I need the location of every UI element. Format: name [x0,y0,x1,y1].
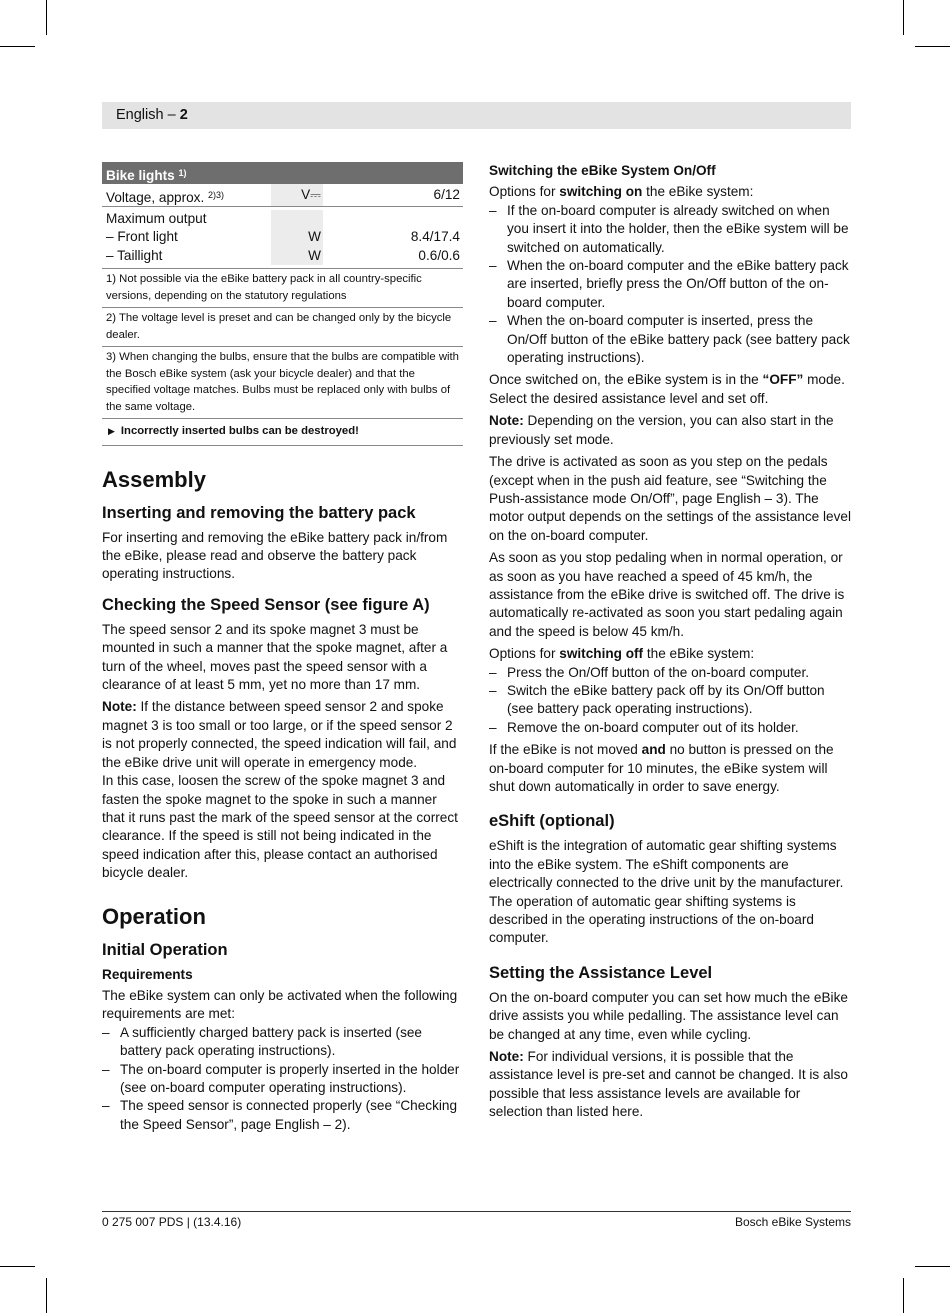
bike-lights-table [102,162,463,446]
speed-sensor-heading: Checking the Speed Sensor (see figure A) [102,595,430,614]
page-number: 2 [179,107,188,123]
crop-mark [915,46,950,47]
speed-sensor-note: Note: If the distance between speed sensor 2 and spoke magnet 3 is too small or too large, or if the speed sensor 2 is not properly connected, the speed indication will fail, and the eBike drive unit will operate in emergency mode. [102,699,457,770]
assembly-title: Assembly [102,466,206,492]
crop-mark [46,0,47,35]
triangle-right-icon: ▶ [108,426,115,437]
crop-mark [915,1266,950,1267]
list-item: – If the on-board computer is already switched on when you insert it into the holder, then the eBike system will be switched on automatically. [489,202,851,257]
table-title: Bike lights $^{1)}$ [102,162,463,184]
requirements-list [102,1024,463,1134]
crop-mark [903,1278,904,1313]
drive-text: The drive is activated as soon as you step on the pedals (except when in the push aid feature, see “Switching the Push-assistance mode On/Off”, page English – 3). The motor output depends on the settings of the assistance level on the on-board computer. [489,454,851,543]
assistance-note: Note: For individual versions, it is possible that the assistance level is pre-set and cannot be changed. It is also possible that less assistance levels are available for selection than listed here. [489,1049,848,1120]
page-header [102,102,851,129]
footnote-3: 3) When changing the bulbs, ensure that the bulbs are compatible with the Bosch eBike system (ask your bicycle dealer) and that the specified voltage matches. Bulbs must be replaced only with bulbs of the same voltage. [102,347,463,419]
footer-doc-id: 0 275 007 PDS | (13.4.16) [102,1215,242,1229]
list-item: – The on-board computer is properly inserted in the holder (see on-board computer operating instructions). [102,1061,463,1098]
crop-mark [46,1278,47,1313]
left-column [102,162,463,1138]
table-row-voltage: Voltage, approx. $^{2)3)}$ V⎓ 6/12 [102,184,463,207]
initial-operation-heading: Initial Operation [102,940,228,959]
requirements-heading: Requirements [102,966,193,982]
list-item: – When the on-board computer and the eBike battery pack are inserted, briefly press the On/Off button of the on-board computer. [489,257,851,312]
assistance-text: On the on-board computer you can set how much the eBike drive assists you while pedalling. The assistance level can be changed at any time, even while cycling. [489,989,848,1042]
battery-heading: Inserting and removing the battery pack [102,503,416,522]
list-item: – A sufficiently charged battery pack is inserted (see battery pack operating instructions). [102,1024,463,1061]
page-header-text: English – 2 [116,107,188,123]
eshift-text: eShift is the integration of automatic gear shifting systems into the eBike system. The eShift components are electrically connected to the drive unit by the manufacturer. The operation of automatic gear shifting systems is described in the operating instructions of the on-board computer. [489,838,844,946]
footnote-1: 1) Not possible via the eBike battery pack in all country-specific versions, depending on the statutory regulations [102,269,463,308]
list-item: – Switch the eBike battery pack off by its On/Off button (see battery pack operating instructions). [489,682,851,719]
auto-shutdown-text: If the eBike is not moved and no button is pressed on the on-board computer for 10 minutes, the eBike system will shut down automatically in order to save energy. [489,742,834,794]
crop-mark [0,1266,35,1267]
speed-sensor-text-2: In this case, loosen the screw of the spoke magnet 3 and fasten the spoke magnet to the spoke in such a manner that it runs past the mark of the speed sensor at the correct clearance. If the speed is still not being indicated in the speed indication after this, please contact an authorised bicycle dealer. [102,773,458,881]
footer-divider [102,1211,851,1212]
list-item: – Remove the on-board computer out of its holder. [489,719,851,737]
requirements-text: The eBike system can only be activated when the following requirements are met: [102,987,458,1022]
switching-heading: Switching the eBike System On/Off [489,163,716,178]
off-mode-text: Once switched on, the eBike system is in the “OFF” mode. Select the desired assistance level and set off. [489,372,845,406]
switch-on-intro: Options for switching on the eBike system: [489,184,754,200]
footer-brand: Bosch eBike Systems [734,1215,851,1229]
speed-sensor-text: The speed sensor 2 and its spoke magnet 3 must be mounted in such a manner that the spoke magnet, after a turn of the wheel, moves past the speed sensor with a clearance of at least 5 mm, yet no more than 17 mm. [102,621,448,693]
warning-note: ▶ Incorrectly inserted bulbs can be destroyed! [102,419,463,445]
operation-title: Operation [102,903,206,929]
crop-mark [903,0,904,35]
crop-mark [0,46,35,47]
table-row-output: Maximum output – Front light W 8.4/17.4 – Taillight W 0.6/0.6 [102,207,463,269]
footnote-2: 2) The voltage level is preset and can be changed only by the bicycle dealer. [102,308,463,347]
battery-text: For inserting and removing the eBike battery pack in/from the eBike, please read and observe the battery pack operating instructions. [102,529,448,582]
switch-off-list [489,664,851,738]
list-item: – When the on-board computer is inserted, press the On/Off button of the eBike battery pack (see battery pack operating instructions). [489,312,851,367]
eshift-heading: eShift (optional) [489,812,615,831]
table-row-front: – Front light W 8.4/17.4 [102,228,463,246]
switching-note: Note: Depending on the version, you can also start in the previously set mode. [489,413,834,447]
assistance-heading: Setting the Assistance Level [489,963,713,982]
list-item: – Press the On/Off button of the on-board computer. [489,664,851,682]
switch-on-list [489,202,851,368]
table-row-tail: – Taillight W 0.6/0.6 [102,247,463,265]
stop-text: As soon as you stop pedaling when in normal operation, or as soon as you have reached a speed of 45 km/h, the assistance from the eBike drive is switched off. The drive is automatically re-activated as soon you start pedaling again and the speed is below 45 km/h. [489,550,845,639]
right-column [489,162,851,1126]
list-item: – The speed sensor is connected properly (see “Checking the Speed Sensor”, page English – 2). [102,1097,463,1134]
switch-off-intro: Options for switching off the eBike system: [489,646,755,662]
